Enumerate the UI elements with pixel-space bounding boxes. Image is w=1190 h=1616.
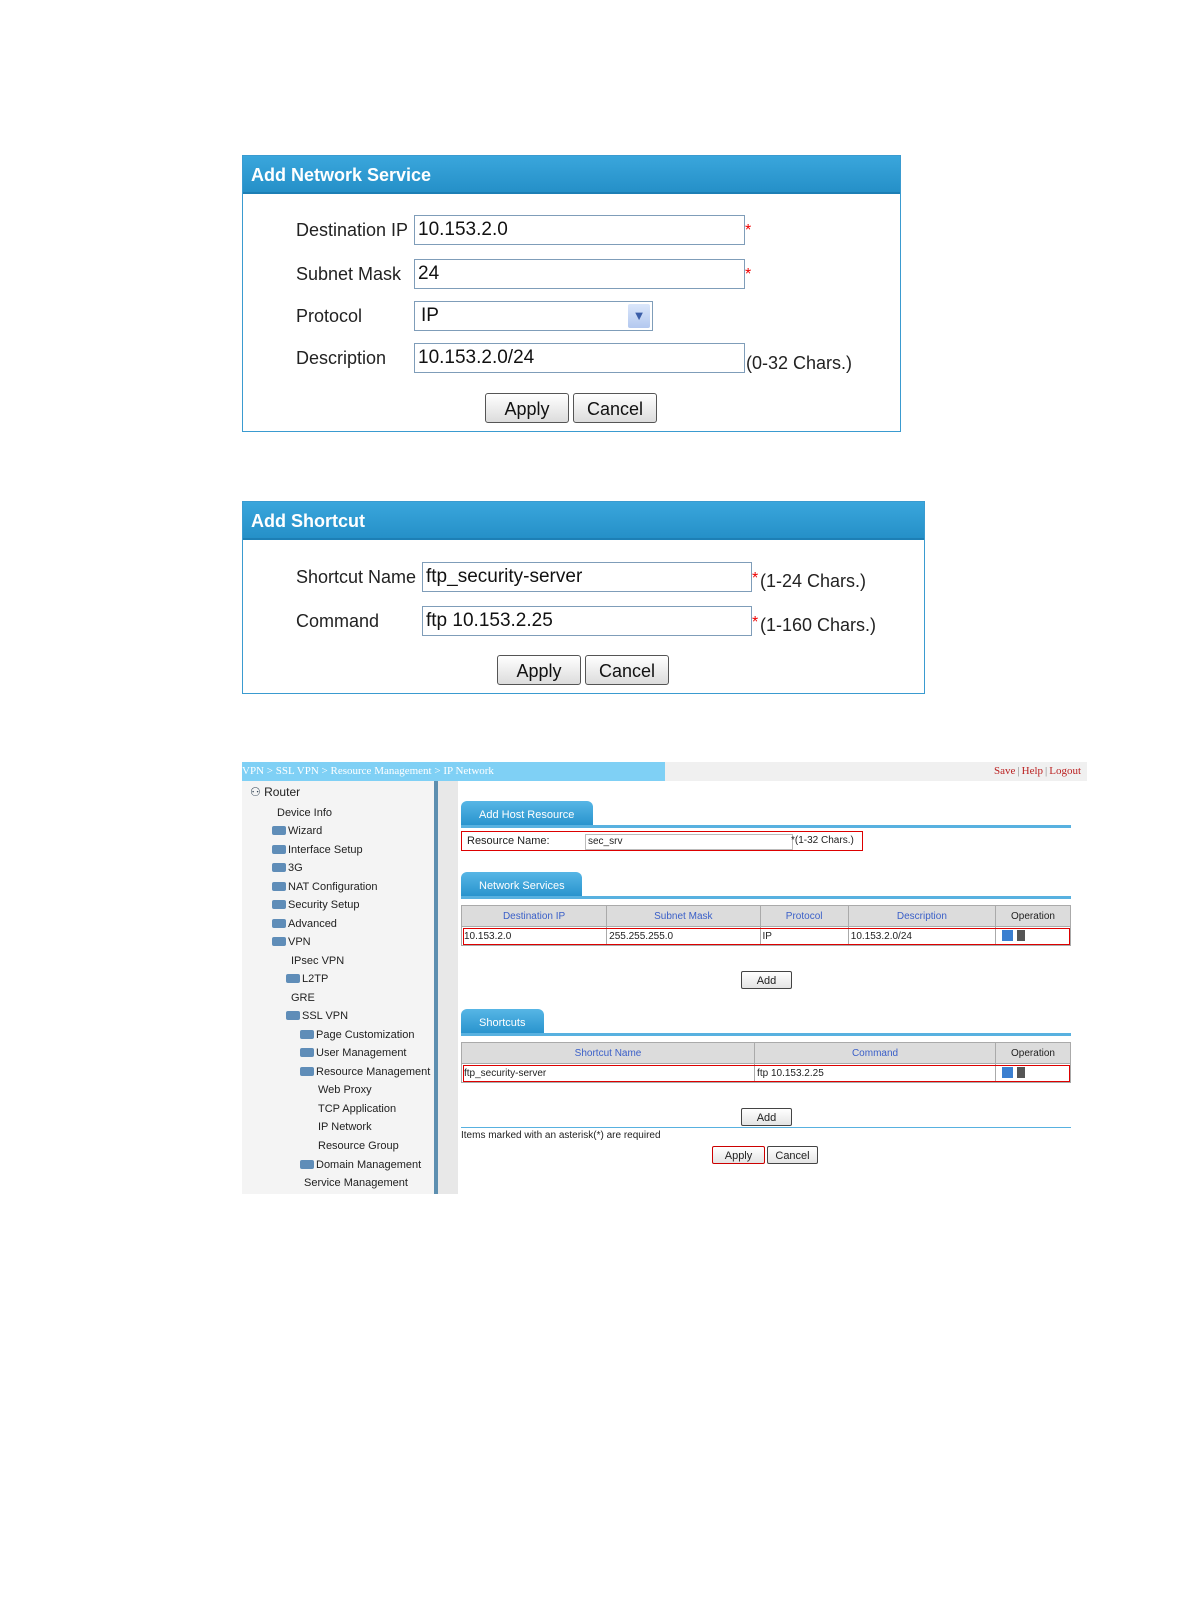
network-services-table — [461, 905, 1071, 946]
folder-icon — [300, 1030, 314, 1039]
tree-item-ipsec-vpn[interactable]: IPsec VPN — [291, 955, 345, 967]
col-subnet-mask: Subnet Mask — [607, 906, 760, 927]
folder-icon — [300, 1048, 314, 1057]
cancel-button[interactable]: Cancel — [767, 1146, 818, 1164]
help-link[interactable]: Help — [1021, 765, 1044, 777]
dialog-title: Add Shortcut — [243, 502, 924, 540]
destination-ip-label: Destination IP — [296, 220, 409, 240]
tree-item-vpn[interactable]: VPN — [272, 936, 311, 948]
trash-icon[interactable] — [1017, 1067, 1025, 1078]
tree-item-advanced[interactable]: Advanced — [272, 918, 337, 930]
protocol-label: Protocol — [296, 306, 363, 326]
divider — [461, 1033, 1071, 1036]
folder-open-icon — [272, 937, 286, 946]
folder-icon — [272, 900, 286, 909]
col-description: Description — [848, 906, 995, 927]
resource-name-input[interactable]: sec_srv — [585, 834, 793, 850]
apply-button[interactable]: Apply — [485, 393, 569, 423]
required-note: Items marked with an asterisk(*) are required — [461, 1130, 661, 1141]
logout-link[interactable]: Logout — [1049, 765, 1081, 777]
command-input[interactable]: ftp 10.153.2.25 — [422, 606, 752, 636]
separator: | — [1017, 765, 1020, 777]
divider — [461, 1127, 1071, 1128]
top-bar — [665, 762, 1087, 781]
col-shortcut-name: Shortcut Name — [462, 1043, 755, 1064]
apply-button[interactable]: Apply — [712, 1146, 765, 1164]
command-hint: (1-160 Chars.) — [760, 615, 877, 635]
required-asterisk: * — [745, 222, 752, 239]
tree-item-l2tp[interactable]: L2TP — [286, 973, 328, 985]
tree-item-web-proxy[interactable]: Web Proxy — [318, 1084, 372, 1096]
description-input[interactable]: 10.153.2.0/24 — [414, 343, 745, 373]
tree-item-security-setup[interactable]: Security Setup — [272, 899, 360, 911]
col-command: Command — [755, 1043, 996, 1064]
cell: IP — [760, 927, 848, 946]
command-label: Command — [296, 611, 380, 631]
col-destination-ip: Destination IP — [462, 906, 607, 927]
resource-name-row — [461, 831, 863, 851]
shortcut-name-input[interactable]: ftp_security-server — [422, 562, 752, 592]
cell: ftp 10.153.2.25 — [755, 1064, 996, 1083]
trash-icon[interactable] — [1017, 930, 1025, 941]
cell: 255.255.255.0 — [607, 927, 760, 946]
folder-icon — [272, 863, 286, 872]
folder-icon — [272, 882, 286, 891]
folder-icon — [300, 1160, 314, 1169]
shortcut-name-hint: (1-24 Chars.) — [760, 571, 867, 591]
add-network-service-button[interactable]: Add — [741, 971, 792, 989]
tree-item-nat[interactable]: NAT Configuration — [272, 881, 377, 893]
protocol-value: IP — [421, 305, 439, 326]
dialog-title: Add Network Service — [243, 156, 900, 194]
tab-shortcuts[interactable]: Shortcuts — [461, 1009, 544, 1035]
shortcut-name-label: Shortcut Name — [296, 567, 417, 587]
tree-item-user-management[interactable]: User Management — [300, 1047, 407, 1059]
folder-icon — [272, 845, 286, 854]
tree-item-device-info[interactable]: Device Info — [277, 807, 333, 819]
tree-item-wizard[interactable]: Wizard — [272, 825, 322, 837]
resource-name-label: Resource Name: — [467, 835, 550, 847]
folder-open-icon — [286, 1011, 300, 1020]
add-shortcut-button[interactable]: Add — [741, 1108, 792, 1126]
table-row — [462, 1064, 1071, 1083]
divider — [461, 825, 1071, 828]
apply-button[interactable]: Apply — [497, 655, 581, 685]
cell: 10.153.2.0 — [462, 927, 607, 946]
destination-ip-input[interactable]: 10.153.2.0 — [414, 215, 745, 245]
divider — [461, 896, 1071, 899]
add-network-service-dialog — [242, 155, 901, 432]
tree-item-gre[interactable]: GRE — [291, 992, 315, 1004]
folder-open-icon — [300, 1067, 314, 1076]
folder-icon — [272, 919, 286, 928]
subnet-mask-input[interactable]: 24 — [414, 259, 745, 289]
folder-icon — [272, 826, 286, 835]
cell: ftp_security-server — [462, 1064, 755, 1083]
shortcuts-table — [461, 1042, 1071, 1083]
subnet-mask-label: Subnet Mask — [296, 264, 402, 284]
tree-root-router[interactable]: ⚇ Router — [250, 785, 301, 799]
ssl-vpn-ip-network-page — [242, 762, 1087, 1194]
save-link[interactable]: Save — [994, 765, 1016, 777]
tree-item-ip-network[interactable]: IP Network — [318, 1121, 372, 1133]
col-operation: Operation — [996, 906, 1071, 927]
folder-icon — [286, 974, 300, 983]
col-protocol: Protocol — [760, 906, 848, 927]
breadcrumb: VPN > SSL VPN > Resource Management > IP Network — [242, 762, 665, 781]
tree-item-tcp-application[interactable]: TCP Application — [318, 1103, 397, 1115]
required-asterisk: * — [752, 570, 759, 587]
cancel-button[interactable]: Cancel — [573, 393, 657, 423]
separator: | — [1045, 765, 1048, 777]
operation-cell — [996, 1064, 1071, 1083]
col-operation: Operation — [996, 1043, 1071, 1064]
cell: 10.153.2.0/24 — [848, 927, 995, 946]
splitter[interactable] — [438, 781, 458, 1194]
tab-add-host-resource[interactable]: Add Host Resource — [461, 801, 593, 827]
router-icon: ⚇ — [250, 785, 265, 799]
navigation-tree — [242, 781, 438, 1194]
required-asterisk: * — [752, 614, 759, 631]
operation-cell — [996, 927, 1071, 946]
description-hint: (0-32 Chars.) — [746, 353, 853, 373]
table-row — [462, 927, 1071, 946]
description-label: Description — [296, 348, 387, 368]
tab-network-services[interactable]: Network Services — [461, 872, 582, 898]
tree-item-ssl-vpn[interactable]: SSL VPN — [286, 1010, 348, 1022]
cancel-button[interactable]: Cancel — [585, 655, 669, 685]
tree-item-resource-group[interactable]: Resource Group — [318, 1140, 399, 1152]
tree-item-3g[interactable]: 3G — [272, 862, 303, 874]
tree-item-resource-management[interactable]: Resource Management — [300, 1066, 430, 1078]
protocol-select[interactable] — [414, 301, 653, 331]
edit-icon[interactable] — [1002, 930, 1013, 941]
tree-item-domain-management[interactable]: Domain Management — [300, 1159, 421, 1171]
tree-item-interface-setup[interactable]: Interface Setup — [272, 844, 363, 856]
resource-name-hint: *(1-32 Chars.) — [791, 835, 854, 846]
tree-item-service-management[interactable]: Service Management — [304, 1177, 408, 1189]
required-asterisk: * — [745, 266, 752, 283]
add-shortcut-dialog — [242, 501, 925, 694]
chevron-down-icon[interactable]: ▼ — [628, 304, 650, 328]
edit-icon[interactable] — [1002, 1067, 1013, 1078]
tree-item-page-customization[interactable]: Page Customization — [300, 1029, 414, 1041]
